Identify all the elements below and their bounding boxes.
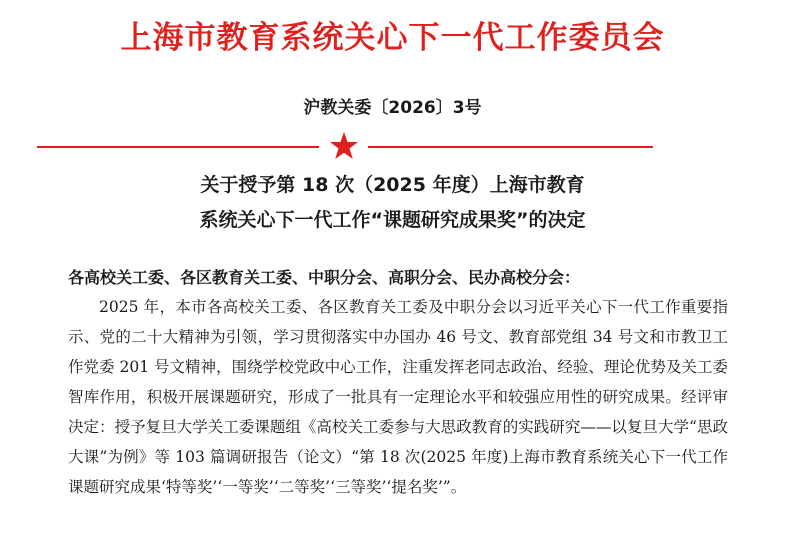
document-number: 沪教关委〔2026〕3号 <box>303 98 482 118</box>
document-title-line-2: 系统关心下一代工作“课题研究成果奖”的决定 <box>199 209 586 231</box>
body-paragraph: 2025 年，本市各高校关工委、各区教育关工委及中职分会以习近平关心下一代工作重要指示、党的二十大精神为引领，学习贯彻落实中办国办 46 号文、教育部党组 34 号文和市教卫工作党委 201 号文精神，围绕学校党政中心工作，注重发挥老同志政治、经验、理论优势及关工委智库作用，积极开展课题研究，形成了一批具有一定理论水平和较强应用性的研究成果。经评审决定：授予复旦大学关工委课题组《高校关工委参与大思政教育的实践研究——以复旦大学“思政大课”为例》等 103 篇调研报告（论文）“第 18 次(2025 年度)上海市教育系统关心下一代工作课题研究成果‘特等奖’‘一等奖’‘二等奖’‘三等奖’‘提名奖’”。 <box>68 298 728 496</box>
red-rule-left <box>37 146 319 148</box>
issuing-organization-title: 上海市教育系统关心下一代工作委员会 <box>120 20 665 56</box>
document-title-line-1: 关于授予第 18 次（2025 年度）上海市教育 <box>200 174 585 196</box>
red-rule-right <box>368 146 653 148</box>
salutation: 各高校关工委、各区教育关工委、中职分会、高职分会、民办高校分会： <box>68 268 581 287</box>
red-star-icon <box>329 131 359 161</box>
